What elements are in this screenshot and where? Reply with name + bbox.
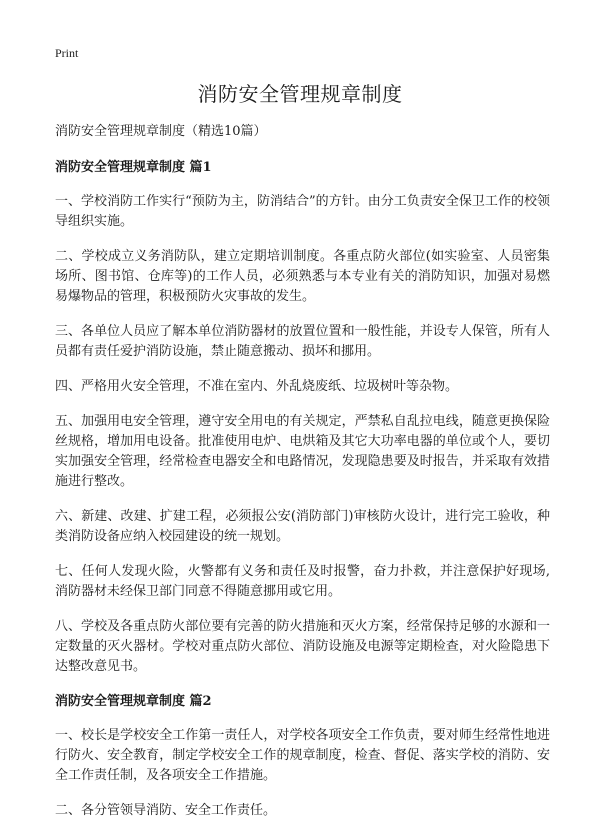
section-heading: 消防安全管理规章制度 篇1 (55, 160, 212, 175)
paragraph: 五、加强用电安全管理，遵守安全用电的有关规定，严禁私自乱拉电线，随意更换保险丝规格，增加用电设备。批准使用电炉、电烘箱及其它大功率电器的单位或个人，要切实加强安全管理，经常检查电器安全和电路情况，发现隐患要及时报告，并采取有效措施进行整改。 (55, 414, 550, 489)
paragraph: 一、校长是学校安全工作第一责任人，对学校各项安全工作负责，要对师生经常性地进行防火、安全教育，制定学校安全工作的规章制度，检查、督促、落实学校的消防、安全工作责任制，及各项安全工作措施。 (55, 728, 550, 783)
section-heading: 消防安全管理规章制度 篇2 (55, 694, 212, 709)
page-title: 消防安全管理规章制度 (197, 82, 403, 106)
paragraph: 一、学校消防工作实行“预防为主，防消结合”的方针。由分工负责安全保卫工作的校领导组织实施。 (55, 194, 550, 229)
paragraph: 二、各分管领导消防、安全工作责任。 (55, 803, 277, 818)
paragraph: 二、学校成立义务消防队，建立定期培训制度。各重点防火部位(如实验室、人员密集场所、图书馆、仓库等)的工作人员，必须熟悉与本专业有关的消防知识，加强对易燃易爆物品的管理，积极预防火灾事故的发生。 (55, 249, 550, 304)
print-link[interactable]: Print (55, 46, 79, 60)
paragraph: 八、学校及各重点防火部位要有完善的防火措施和灭火方案，经常保持足够的水源和一定数量的灭火器材。学校对重点防火部位、消防设施及电源等定期检查，对火险隐患下达整改意见书。 (55, 619, 550, 674)
document-subtitle: 消防安全管理规章制度（精选10篇） (55, 124, 267, 139)
section-1 (55, 158, 550, 677)
section-2 (55, 692, 550, 821)
document-body (55, 122, 550, 836)
paragraph: 六、新建、改建、扩建工程，必须报公安(消防部门)审核防火设计，进行完工验收，种类消防设备应纳入校园建设的统一规划。 (55, 509, 550, 544)
paragraph: 三、各单位人员应了解本单位消防器材的放置位置和一般性能，并设专人保管，所有人员都有责任爱护消防设施，禁止随意搬动、损坏和挪用。 (55, 324, 550, 359)
paragraph: 七、任何人发现火险，火警都有义务和责任及时报警，奋力扑救，并注意保护好现场,消防器材未经保卫部门同意不得随意挪用或它用。 (55, 564, 550, 599)
paragraph: 四、严格用火安全管理，不准在室内、外乱烧废纸、垃圾树叶等杂物。 (55, 379, 459, 394)
